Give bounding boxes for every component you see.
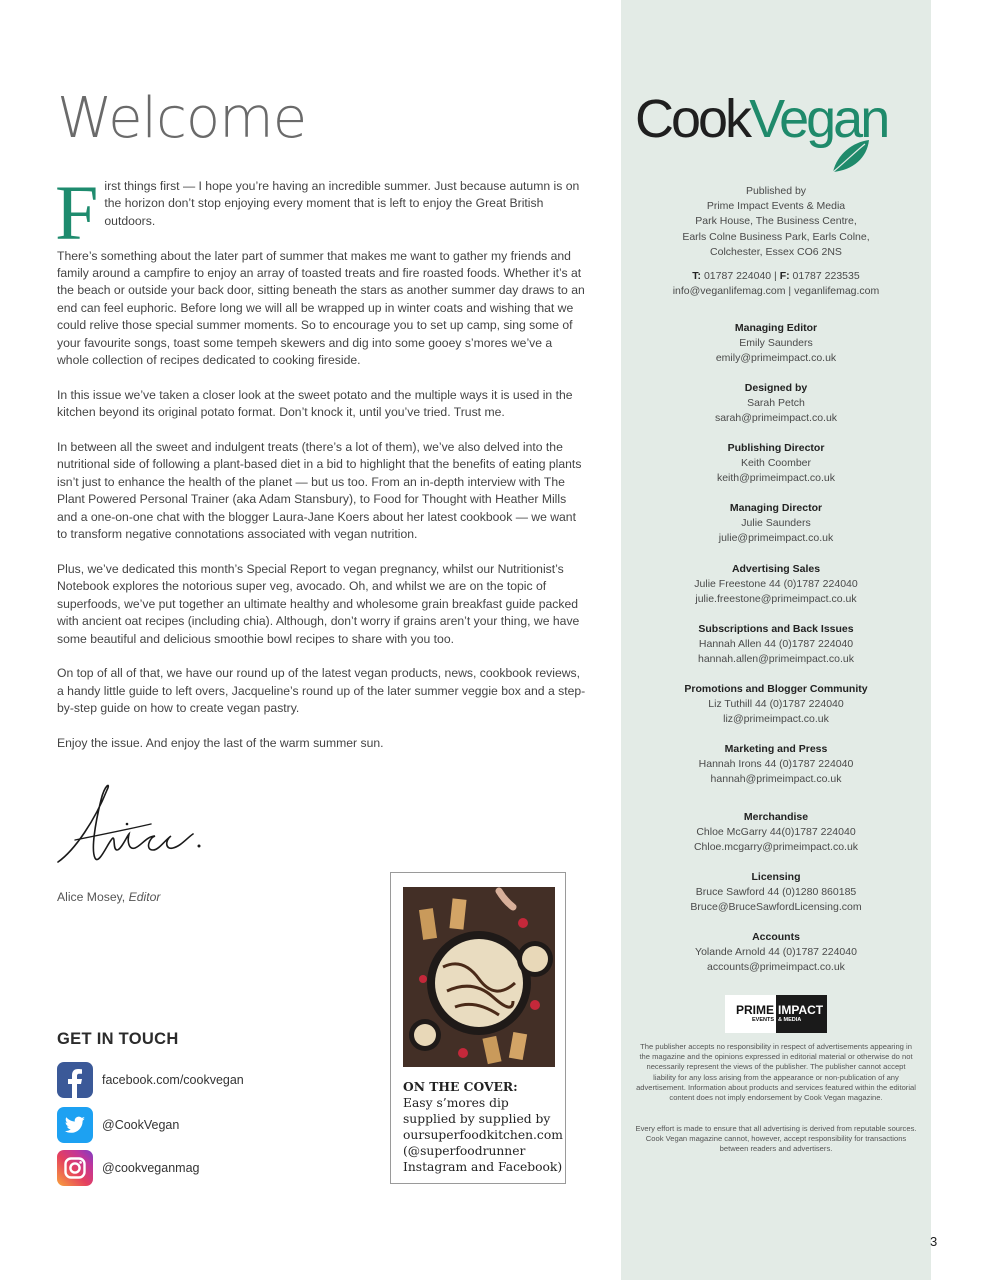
- get-in-touch-heading: GET IN TOUCH: [57, 1030, 179, 1048]
- article-paragraph: Enjoy the issue. And enjoy the last of the warm summer sun.: [57, 735, 384, 750]
- contact-publishing-director: Publishing Director Keith Coomber keith@primeimpact.co.uk: [716, 442, 836, 485]
- article-paragraph: In between all the sweet and indulgent treats (there’s a lot of them), we’ve also delved into the nutritional side of following a plant-based diet in a bid to highlight that the benefits of eating plants isn’t just to enhance the health of the planet — but us too. From an in-depth interview with The Plant Powered Personal Trainer (aka Adam Stansbury), to Food for Thought with Heather Mills and a one-on-one chat with the blogger Laura-Jane Koers about her latest cookbook — we want to transform negative connotations associated with vegan nutrition.: [57, 440, 582, 542]
- social-facebook[interactable]: [57, 1062, 244, 1098]
- contact-managing-editor: Managing Editor Emily Saunders emily@primeimpact.co.uk: [715, 322, 837, 365]
- disclaimer-advertising: Every effort is made to ensure that all advertising is derived from reputable sources. Cook Vegan magazine cannot, however, accept responsibility for transactions between readers and advertisers.: [635, 1124, 917, 1154]
- cover-caption: [403, 1079, 563, 1175]
- contact-promotions: Promotions and Blogger Community Liz Tuthill 44 (0)1787 224040 liz@primeimpact.co.uk: [684, 683, 868, 726]
- article-paragraph: On top of all of that, we have our round up of the latest vegan products, news, cookbook reviews, a handy little guide to left overs, Jacqueline’s round up of the later summer veggie box and a step-by-step guide on how to create vegan pastry.: [57, 666, 586, 716]
- logo-vegan: Vegan: [749, 89, 888, 149]
- drop-cap: F: [55, 169, 99, 256]
- cover-caption-text: Easy s’mores dip supplied by supplied by oursuperfoodkitchen.com (@superfoodrunner Instagram and Facebook): [403, 1096, 563, 1174]
- editor-credit: [57, 890, 160, 904]
- logo-cook: Cook: [635, 89, 750, 149]
- social-twitter[interactable]: [57, 1107, 179, 1143]
- twitter-link[interactable]: @CookVegan: [102, 1118, 180, 1132]
- instagram-icon: [57, 1150, 93, 1186]
- contact-subscriptions: Subscriptions and Back Issues Hannah Allen 44 (0)1787 224040 hannah.allen@primeimpact.co.uk: [698, 623, 854, 666]
- facebook-icon: [57, 1062, 93, 1098]
- svg-text:Alice.: Alice.: [55, 780, 58, 781]
- contact-advertising-sales: Advertising Sales Julie Freestone 44 (0)1787 224040 julie.freestone@primeimpact.co.uk: [694, 563, 858, 606]
- editor-name: Alice Mosey,: [57, 890, 126, 904]
- leaf-icon: [829, 136, 873, 176]
- editor-signature: [55, 780, 215, 880]
- contact-managing-director: Managing Director Julie Saunders julie@primeimpact.co.uk: [718, 502, 834, 545]
- publisher-info: Published by Prime Impact Events & Media Park House, The Business Centre, Earls Colne Business Park, Earls Colne, Colchester, Essex CO6 2NS: [682, 185, 870, 258]
- article-paragraph: In this issue we’ve taken a closer look at the sweet potato and the multiple ways it is used in the kitchen beyond its original potato format. Don’t knock it, until you’ve tried. Trust me.: [57, 387, 573, 420]
- article-paragraph: First things first — I hope you’re having an incredible summer. Just because autumn is on the horizon don’t stop enjoying every moment that is left to enjoy the Great British outdoors.: [55, 169, 580, 256]
- cover-caption-title: ON THE COVER:: [403, 1079, 518, 1094]
- instagram-link[interactable]: @cookveganmag: [102, 1161, 200, 1175]
- cover-photo: [403, 887, 555, 1067]
- page-title: Welcome: [57, 86, 307, 151]
- on-the-cover-box: [390, 872, 566, 1184]
- contact-designer: Designed by Sarah Petch sarah@primeimpact.co.uk: [714, 382, 838, 425]
- publisher-email[interactable]: info@veganlifemag.com | veganlifemag.com: [672, 285, 880, 298]
- cookvegan-logo: [631, 86, 921, 176]
- facebook-link[interactable]: facebook.com/cookvegan: [102, 1073, 244, 1087]
- masthead-sidebar: [621, 0, 931, 1280]
- article-paragraph: Plus, we’ve dedicated this month’s Special Report to vegan pregnancy, whilst our Nutritionist’s Notebook explores the notorious super veg, avocado. Oh, and whilst we are on the topic of superfoods, we’ve put together an ultimate healthy and wholesome grain breakfast guide packed with ancient oat recipes (including chia). Although, don’t worry if grains aren’t your thing, we have some beautiful and delicious smoothie bowl recipes to share with you too.: [57, 561, 580, 646]
- article-paragraph: There’s something about the later part of summer that makes me want to gather my friends and family around a campfire to enjoy an array of toasted treats and fire roasted foods. Whether it’s at the beach or outside your back door, sitting beneath the stars as another summer day draws to an end can feel euphoric. Before long we will all be wrapped up in winter coats and wishing that we could relive those special summer moments. So to encourage you to set up camp, sing some of your favourite songs, toast some tempeh skewers and dig into some gooey s’mores we’ve a whole collection of recipes dedicated to cooking fireside.: [57, 248, 585, 368]
- twitter-icon: [57, 1107, 93, 1143]
- contact-accounts: Accounts Yolande Arnold 44 (0)1787 224040 accounts@primeimpact.co.uk: [695, 931, 857, 974]
- editor-role: Editor: [128, 890, 161, 904]
- editorial-article: [55, 169, 587, 770]
- contact-marketing: Marketing and Press Hannah Irons 44 (0)1787 224040 hannah@primeimpact.co.uk: [698, 743, 854, 786]
- page-number: 3: [930, 1234, 938, 1249]
- prime-impact-logo: PRIME EVENTS IMPACT & MEDIA: [725, 995, 827, 1033]
- contact-licensing: Licensing Bruce Sawford 44 (0)1280 860185 Bruce@BruceSawfordLicensing.com: [690, 871, 862, 914]
- disclaimer-liability: The publisher accepts no responsibility in respect of advertisements appearing in the magazine and the opinions expressed in editorial material or otherwise do not necessarily represent the views of the publisher. The publisher cannot accept liability for any loss arising from the appearance or non-publication of any advertisement. Information about products and services featured within the editorial content does not imply endorsement by Cook Vegan magazine.: [636, 1042, 916, 1103]
- social-instagram[interactable]: [57, 1150, 199, 1186]
- contact-merchandise: Merchandise Chloe McGarry 44(0)1787 224040 Chloe.mcgarry@primeimpact.co.uk: [693, 811, 859, 854]
- publisher-contact: T: 01787 224040 | F: 01787 223535 info@veganlifemag.com | veganlifemag.com: [621, 269, 931, 299]
